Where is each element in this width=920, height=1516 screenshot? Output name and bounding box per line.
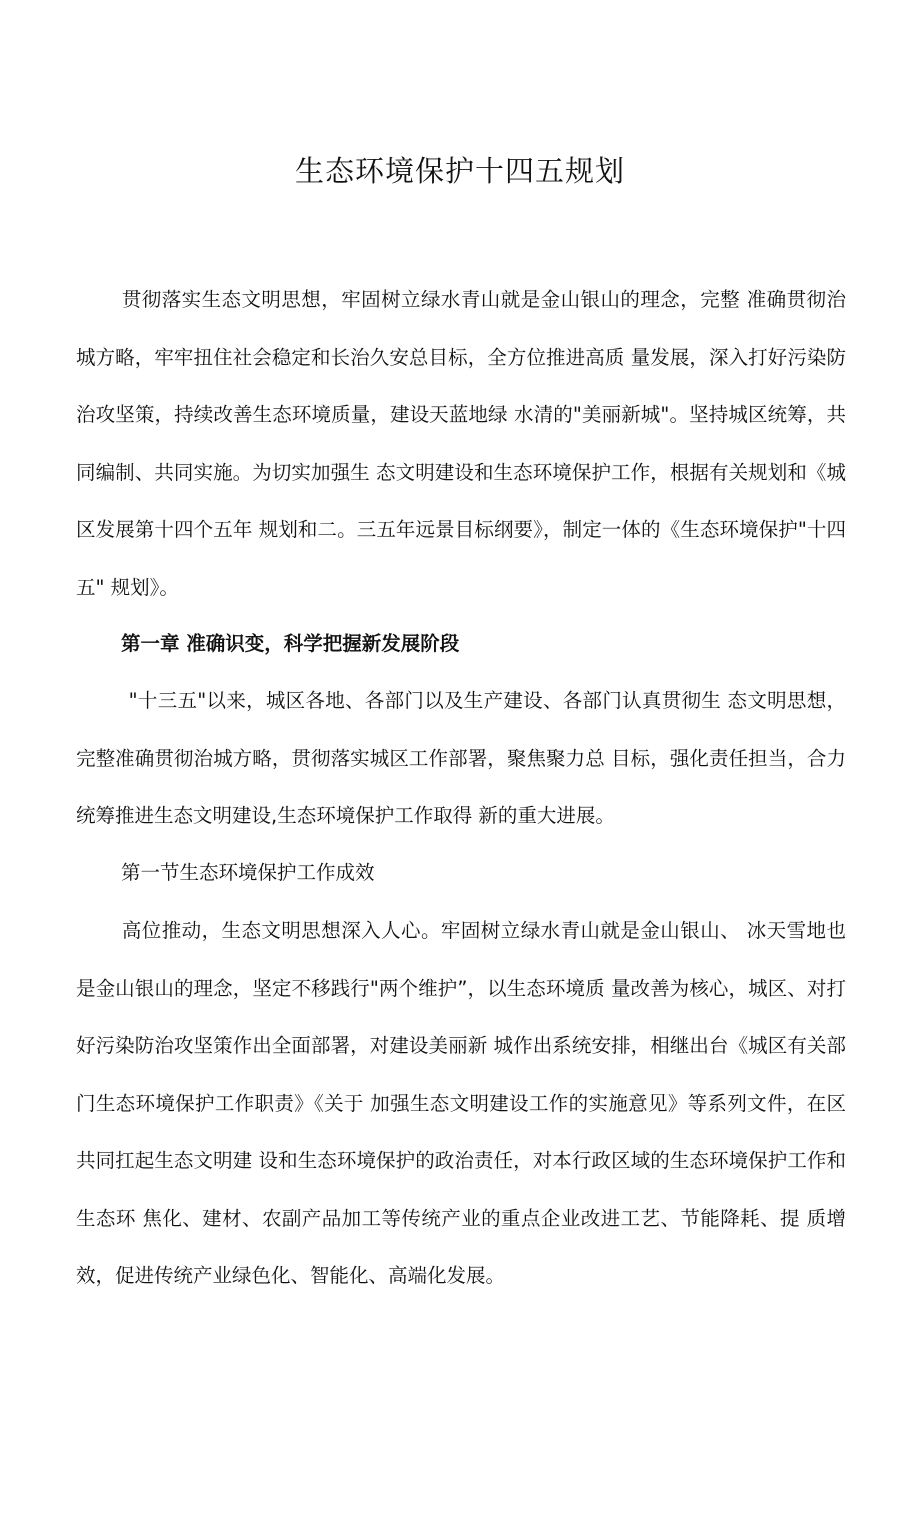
section-1-heading: 第一节生态环境保护工作成效	[121, 861, 375, 884]
intro-paragraph: 贯彻落实生态文明思想，牢固树立绿水青山就是金山银山的理念，完整 准确贯彻治城方略，牢牢扭住社会稳定和长治久安总目标，全方位推进高质 量发展，深入打好污染防治攻坚策，持续改善生态环境质量，建设天蓝地绿 水清的"美丽新城"。坚持城区统筹，共同编制、共同实施。为切实加强生 态文明建设和生态环境保护工作，根据有关规划和《城区发展第十四个五年 规划和二。三五年远景目标纲要》，制定一体的《生态环境保护"十四五" 规划》。	[76, 288, 846, 599]
section-1-paragraph: 高位推动，生态文明思想深入人心。牢固树立绿水青山就是金山银山、 冰天雪地也是金山银山的理念，坚定不移践行"两个维护”，以生态环境质 量改善为核心，城区、对打好污染防治攻坚策作出全面部署，对建设美丽新 城作出系统安排，相继出台《城区有关部门生态环境保护工作职责》《关于 加强生态文明建设工作的实施意见》等系列文件，在区共同扛起生态文明建 设和生态环境保护的政治责任，对本行政区域的生态环境保护工作和生态环 焦化、建材、农副产品加工等传统产业的重点企业改进工艺、节能降耗、提 质增效，促进传统产业绿色化、智能化、高端化发展。	[76, 919, 846, 1287]
chapter-1-paragraph: "十三五"以来，城区各地、各部门以及生产建设、各部门认真贯彻生 态文明思想，完整准确贯彻治城方略，贯彻落实城区工作部署，聚焦聚力总 目标，强化责任担当，合力统筹推进生态文明建设,生态环境保护工作取得 新的重大进展。	[76, 689, 846, 827]
document-title: 生态环境保护十四五规划	[294, 154, 625, 188]
chapter-1-heading: 第一章 准确识变，科学把握新发展阶段	[121, 632, 460, 655]
